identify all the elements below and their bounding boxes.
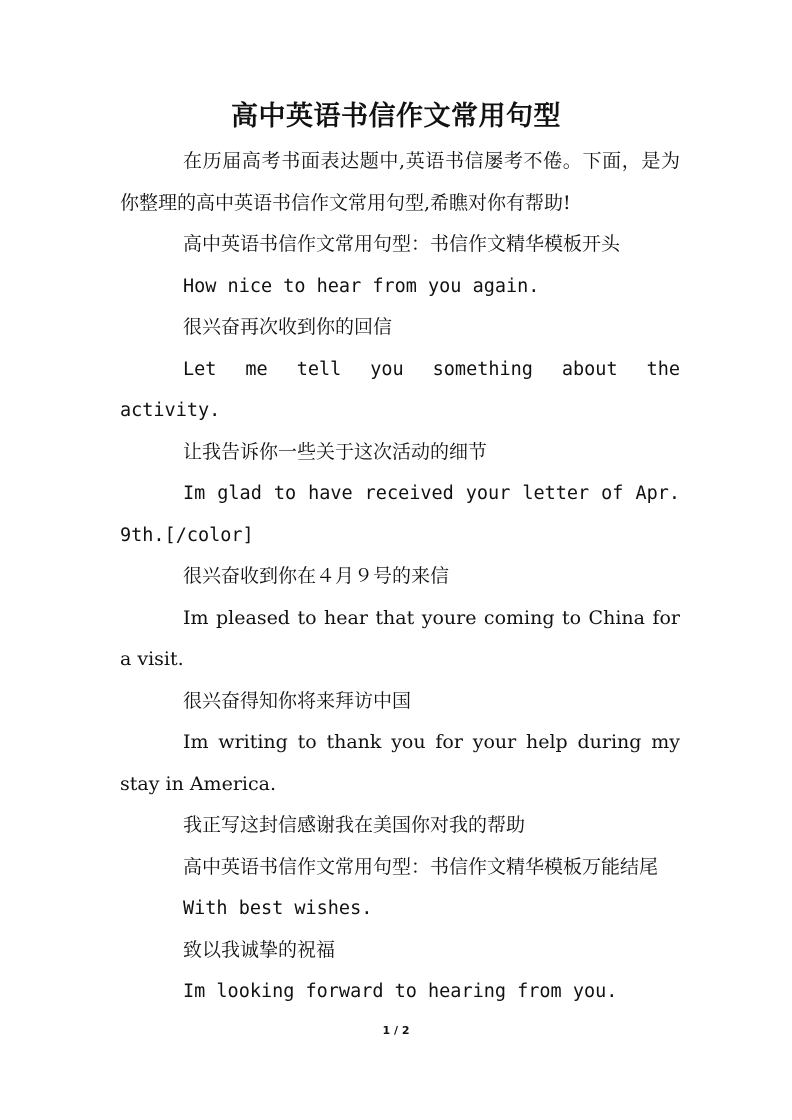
chinese-translation: 很兴奋再次收到你的回信 — [183, 316, 393, 338]
section-heading-opening: 高中英语书信作文常用句型：书信作文精华模板开头 — [183, 233, 621, 255]
english-sentence: With best wishes. — [183, 898, 373, 919]
page-number: 1 / 2 — [382, 1024, 410, 1037]
chinese-translation: 我正写这封信感谢我在美国你对我的帮助 — [183, 814, 526, 836]
english-sentence: Im looking forward to hearing from you. — [183, 981, 618, 1002]
english-sentence: How nice to hear from you again. — [183, 275, 540, 297]
intro-paragraph: 在历届高考书面表达题中,英语书信屡考不倦。下面，是为你整理的高中英语书信作文常用句型,希瞧对你有帮助! — [120, 150, 680, 214]
chinese-translation: 很兴奋收到你在４月９号的来信 — [183, 565, 450, 587]
chinese-translation: 让我告诉你一些关于这次活动的细节 — [183, 440, 488, 463]
chinese-translation: 很兴奋得知你将来拜访中国 — [183, 689, 412, 712]
chinese-translation: 致以我诚挚的祝福 — [183, 938, 336, 961]
english-sentence: Let me tell you something about the activity. — [120, 358, 680, 421]
english-sentence: Im pleased to hear that youre coming to China for a visit. — [120, 606, 680, 670]
section-heading-closing: 高中英语书信作文常用句型：书信作文精华模板万能结尾 — [183, 855, 659, 878]
english-sentence: Im glad to have received your letter of Apr. 9th.[/color] — [120, 483, 680, 546]
english-sentence: Im writing to thank you for your help during my stay in America. — [120, 731, 680, 795]
page-title: 高中英语书信作文常用句型 — [231, 101, 561, 132]
document-body — [120, 141, 680, 1013]
